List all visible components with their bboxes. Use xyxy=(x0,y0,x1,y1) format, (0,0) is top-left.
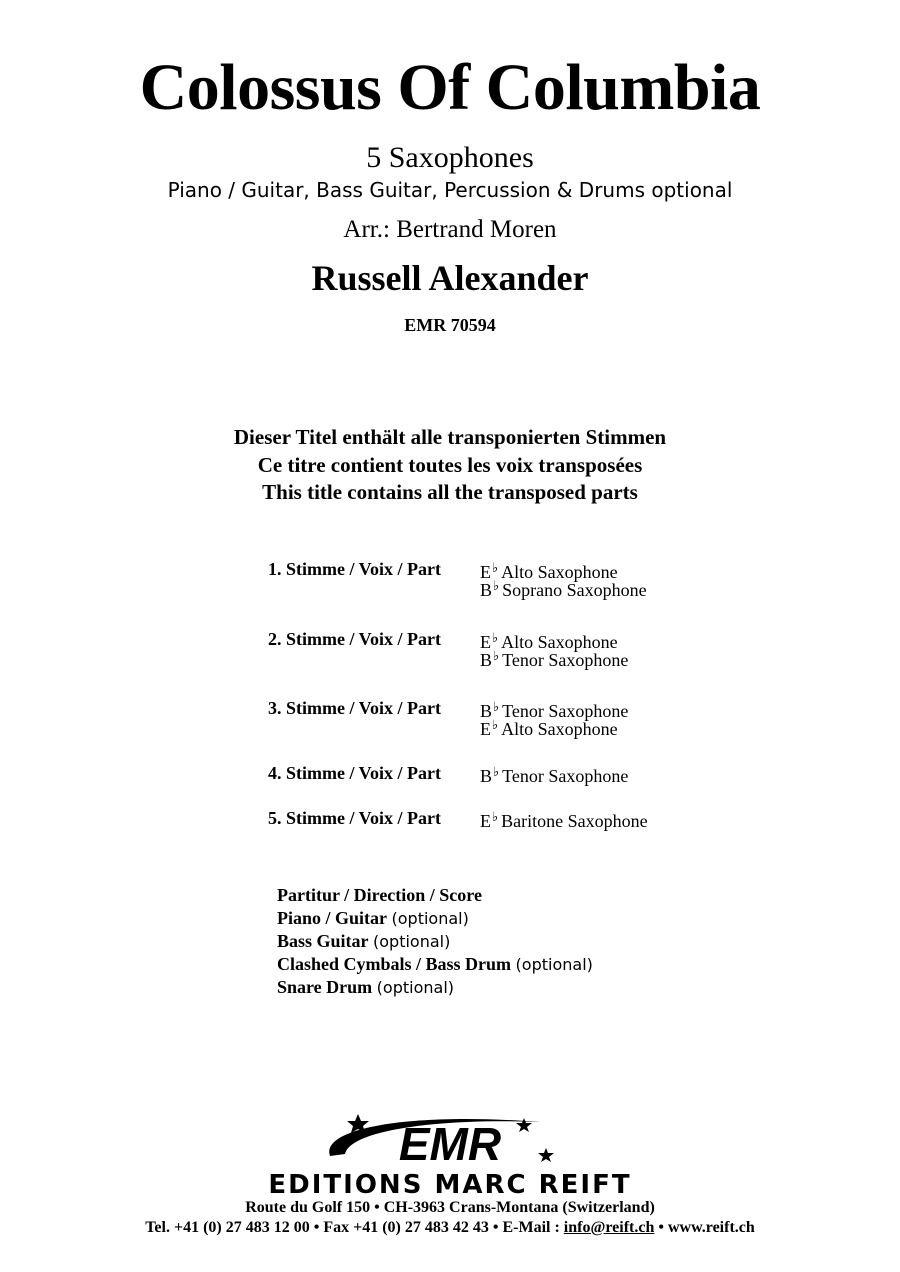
extra-item: Bass Guitar (optional) xyxy=(277,931,451,951)
publisher-contact: Tel. +41 (0) 27 483 12 00 • Fax +41 (0) 27 483 42 43 • E-Mail : info@reift.ch • www.reift.ch xyxy=(145,1219,755,1236)
flat-symbol: ♭ xyxy=(493,648,500,663)
additional-parts xyxy=(277,884,593,999)
publisher-name: EDITIONS MARC REIFT xyxy=(268,1170,632,1200)
flat-symbol: ♭ xyxy=(492,630,499,645)
instrument: B♭ Tenor Saxophone xyxy=(480,699,629,721)
instrument: B♭ Tenor Saxophone xyxy=(480,764,629,786)
part-instruments xyxy=(480,629,629,670)
part-instruments xyxy=(480,808,648,831)
extra-item: Snare Drum (optional) xyxy=(277,977,454,997)
part-label: 4. Stimme / Voix / Part xyxy=(268,763,441,783)
instrument: E♭ Baritone Saxophone xyxy=(480,809,648,831)
notice-english: This title contains all the transposed parts xyxy=(262,480,638,504)
transposition-notice xyxy=(0,424,900,507)
part-label: 2. Stimme / Voix / Part xyxy=(268,629,441,649)
flat-symbol: ♭ xyxy=(493,699,500,714)
notice-french: Ce titre contient toutes les voix transposées xyxy=(257,452,643,477)
logo-text: EMR xyxy=(398,1118,502,1170)
flat-symbol: ♭ xyxy=(492,809,499,824)
part-instruments xyxy=(480,763,629,786)
instrument: E♭ Alto Saxophone xyxy=(480,717,618,739)
publisher-address: Route du Golf 150 • CH-3963 Crans-Montana (Switzerland) xyxy=(245,1199,655,1216)
extra-item: Partitur / Direction / Score xyxy=(277,885,482,905)
title: Colossus Of Columbia xyxy=(139,51,761,124)
part-label: 1. Stimme / Voix / Part xyxy=(268,559,441,579)
extra-item: Clashed Cymbals / Bass Drum (optional) xyxy=(277,954,593,974)
emr-logo xyxy=(300,1108,600,1170)
email-link[interactable]: info@reift.ch xyxy=(563,1219,655,1236)
instrument: E♭ Alto Saxophone xyxy=(480,560,618,582)
extra-item: Piano / Guitar (optional) xyxy=(277,908,469,928)
instrument: B♭ Tenor Saxophone xyxy=(480,648,629,670)
flat-symbol: ♭ xyxy=(493,764,500,779)
arranger: Arr.: Bertrand Moren xyxy=(343,216,557,243)
part-instruments xyxy=(480,698,629,739)
star-icon xyxy=(516,1118,532,1132)
star-icon xyxy=(538,1148,554,1162)
flat-symbol: ♭ xyxy=(492,560,499,575)
instrument: B♭ Soprano Saxophone xyxy=(480,578,647,600)
flat-symbol: ♭ xyxy=(492,717,499,732)
part-instruments xyxy=(480,559,647,600)
optional-instruments: Piano / Guitar, Bass Guitar, Percussion & Drums optional xyxy=(167,178,733,202)
flat-symbol: ♭ xyxy=(493,578,500,593)
instrument: E♭ Alto Saxophone xyxy=(480,630,618,652)
composer: Russell Alexander xyxy=(311,258,589,298)
instrumentation: 5 Saxophones xyxy=(366,141,534,174)
part-label: 5. Stimme / Voix / Part xyxy=(268,808,441,828)
notice-german: Dieser Titel enthält alle transponierten Stimmen xyxy=(233,425,667,449)
catalog-number: EMR 70594 xyxy=(404,315,496,335)
part-label: 3. Stimme / Voix / Part xyxy=(268,698,441,718)
